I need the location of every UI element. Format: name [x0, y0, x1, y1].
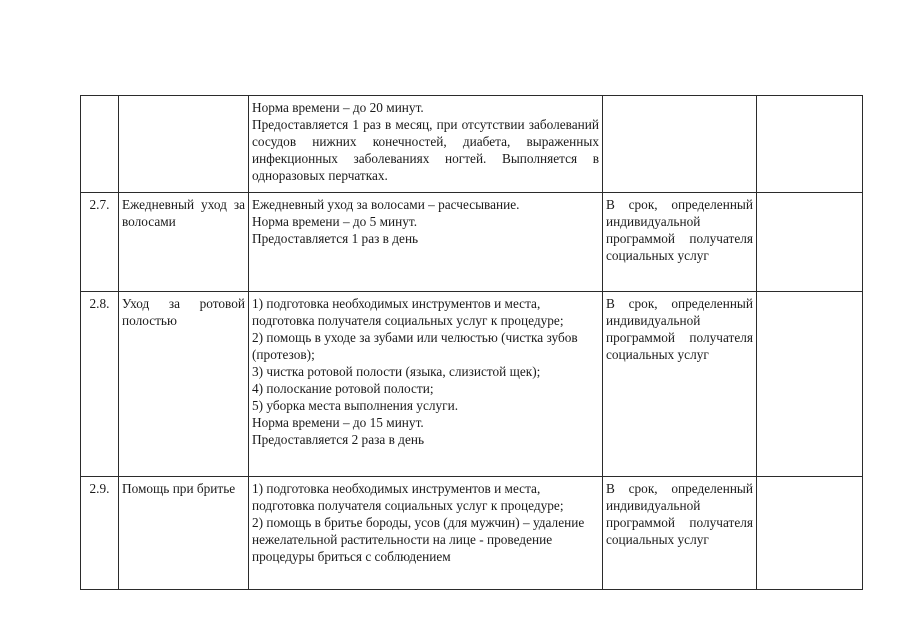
content-line: 1) подготовка необходимых инструментов и места, подготовка получателя социальных услуг к процедуре;	[252, 481, 564, 513]
row-number: 2.8.	[81, 292, 119, 477]
service-content	[249, 292, 603, 477]
service-name: Уход за ротовой полостью	[119, 292, 249, 477]
table-row	[81, 193, 863, 292]
table-row	[81, 477, 863, 590]
content-line: 2) помощь в бритье бороды, усов (для мужчин) – удаление нежелательной растительности на лице - проведение процедуры бриться с соблюдением	[252, 515, 585, 564]
services-table	[80, 95, 863, 590]
service-content	[249, 96, 603, 193]
content-line: Норма времени – до 15 минут.	[252, 415, 424, 430]
service-term	[603, 96, 757, 193]
service-term: В срок, определенный индивидуальной программой получателя социальных услуг	[603, 477, 757, 590]
content-line: Норма времени – до 5 минут.	[252, 214, 418, 229]
content-line: Ежедневный уход за волосами – расчесывание.	[252, 197, 520, 212]
row-number: 2.7.	[81, 193, 119, 292]
service-note	[757, 193, 863, 292]
service-name: Ежедневный уход за волосами	[119, 193, 249, 292]
service-name: Помощь при бритье	[119, 477, 249, 590]
service-term: В срок, определенный индивидуальной программой получателя социальных услуг	[603, 292, 757, 477]
content-line: Предоставляется 1 раз в месяц, при отсутствии заболеваний сосудов нижних конечностей, диабета, выраженных инфекционных заболеваниях ногтей. Выполняется в одноразовых перчатках.	[252, 117, 599, 183]
service-content	[249, 193, 603, 292]
content-line: Предоставляется 2 раза в день	[252, 432, 425, 447]
service-note	[757, 292, 863, 477]
content-line: 1) подготовка необходимых инструментов и места, подготовка получателя социальных услуг к процедуре;	[252, 296, 564, 328]
service-note	[757, 477, 863, 590]
service-note	[757, 96, 863, 193]
content-line: 4) полоскание ротовой полости;	[252, 381, 434, 396]
row-number	[81, 96, 119, 193]
content-line: 5) уборка места выполнения услуги.	[252, 398, 459, 413]
content-line: Предоставляется 1 раз в день	[252, 231, 419, 246]
service-term: В срок, определенный индивидуальной программой получателя социальных услуг	[603, 193, 757, 292]
content-line: 2) помощь в уходе за зубами или челюстью (чистка зубов (протезов);	[252, 330, 578, 362]
service-name	[119, 96, 249, 193]
content-line: 3) чистка ротовой полости (языка, слизистой щек);	[252, 364, 541, 379]
table-row	[81, 96, 863, 193]
service-content	[249, 477, 603, 590]
table-row	[81, 292, 863, 477]
row-number: 2.9.	[81, 477, 119, 590]
content-line: Норма времени – до 20 минут.	[252, 100, 424, 115]
